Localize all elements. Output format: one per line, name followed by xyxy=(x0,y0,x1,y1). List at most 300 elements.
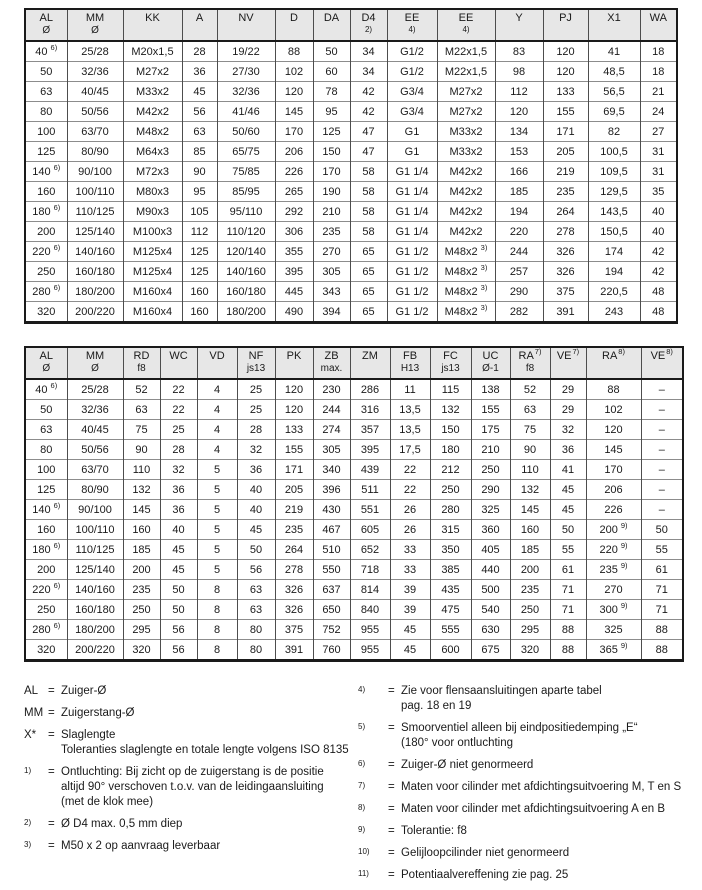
footnote-marker: 4) xyxy=(358,685,366,694)
table-cell: M80x3 xyxy=(123,182,182,202)
table-cell: 63 xyxy=(182,122,217,142)
table-cell: 140 $^{6)}$ xyxy=(25,162,67,182)
footnote-text: Zuiger-Ø xyxy=(61,685,107,697)
table-cell: 45 xyxy=(237,520,275,540)
column-header: EE 4) xyxy=(437,9,495,41)
table-cell: 325 xyxy=(471,500,510,520)
table-cell: 25/28 xyxy=(67,379,123,400)
footnote-item xyxy=(24,765,358,810)
table-cell: 500 xyxy=(471,580,510,600)
table-cell: 445 xyxy=(275,282,313,302)
table-cell: G1 1/4 xyxy=(387,162,437,182)
table-cell: 235 xyxy=(543,182,588,202)
table-cell: 385 xyxy=(430,560,471,580)
table-cell: 88 xyxy=(641,620,683,640)
table-cell: 220 $^{6)}$ xyxy=(25,242,67,262)
table-cell: 61 xyxy=(550,560,586,580)
table-cell: 650 xyxy=(313,600,350,620)
footnote-marker: 11) xyxy=(358,869,369,878)
table-cell: 27/30 xyxy=(217,62,275,82)
table-cell: 47 xyxy=(350,122,387,142)
table-cell: 145 xyxy=(275,102,313,122)
table-cell: 50 xyxy=(313,41,350,62)
table-cell: 56 xyxy=(160,640,197,661)
table-cell: 226 xyxy=(586,500,641,520)
table-cell: M48x2 $^{3)}$ xyxy=(437,302,495,323)
column-header: FB H13 xyxy=(390,347,430,379)
table-cell: 280 $^{6)}$ xyxy=(25,282,67,302)
table-cell: 40 xyxy=(640,202,677,222)
table-cell: 752 xyxy=(313,620,350,640)
table-cell: 305 xyxy=(313,262,350,282)
footnote-text: Maten voor cilinder met afdichtingsuitvoering A en B xyxy=(401,803,666,815)
table-cell: 85/95 xyxy=(217,182,275,202)
table-cell: 343 xyxy=(313,282,350,302)
table-cell: 71 xyxy=(641,600,683,620)
table-cell: 180/200 xyxy=(67,282,123,302)
table-cell: G1 1/2 xyxy=(387,242,437,262)
table-cell: 160 xyxy=(25,182,67,202)
table-cell: 637 xyxy=(313,580,350,600)
table-cell: 33 xyxy=(390,540,430,560)
table-cell: 405 xyxy=(471,540,510,560)
table-cell: 5 xyxy=(197,500,237,520)
table-cell: 48,5 xyxy=(588,62,640,82)
table-cell: 125 xyxy=(25,142,67,162)
footnote-text: Smoorventiel alleen bij eindpositiedemping „E“ (180° voor ontluchting xyxy=(401,722,638,749)
table-cell: 42 xyxy=(640,242,677,262)
table-cell: 205 xyxy=(543,142,588,162)
table-cell: 48 xyxy=(640,302,677,323)
table-cell: 125 xyxy=(182,242,217,262)
table-cell: 292 xyxy=(275,202,313,222)
table-cell: 120 xyxy=(543,41,588,62)
column-header: RD f8 xyxy=(123,347,160,379)
table-row xyxy=(25,640,683,661)
table-cell: 21 xyxy=(640,82,677,102)
footnote-marker: 1) xyxy=(24,766,32,775)
table-cell: 45 xyxy=(160,560,197,580)
table-cell: 36 xyxy=(160,500,197,520)
table-cell: 32/36 xyxy=(67,400,123,420)
header-row xyxy=(25,9,677,41)
table-cell: 83 xyxy=(495,41,543,62)
table-cell: 50/60 xyxy=(217,122,275,142)
table-cell: 630 xyxy=(471,620,510,640)
column-header: KK xyxy=(123,9,182,41)
table-cell: 220,5 xyxy=(588,282,640,302)
table-cell: 675 xyxy=(471,640,510,661)
table-row xyxy=(25,500,683,520)
table-cell: 25 xyxy=(160,420,197,440)
table-cell: M48x2 xyxy=(123,122,182,142)
table-cell: 840 xyxy=(350,600,390,620)
table-cell: 95 xyxy=(182,182,217,202)
table-cell: 36 xyxy=(160,480,197,500)
table-cell: 395 xyxy=(350,440,390,460)
table-cell: 143,5 xyxy=(588,202,640,222)
footnote-item xyxy=(358,868,684,883)
table-cell: 58 xyxy=(350,162,387,182)
table-cell: 155 xyxy=(543,102,588,122)
table-cell: 467 xyxy=(313,520,350,540)
footnotes-column-right xyxy=(358,684,684,890)
footnotes-section xyxy=(24,684,684,890)
table-cell: 52 xyxy=(510,379,550,400)
table-cell: M64x3 xyxy=(123,142,182,162)
table-cell: 350 xyxy=(430,540,471,560)
table-row xyxy=(25,302,677,323)
table-cell: 355 xyxy=(275,242,313,262)
table-cell: 48 xyxy=(640,282,677,302)
table-cell: 220 $^{6)}$ xyxy=(25,580,67,600)
table-cell: 112 xyxy=(495,82,543,102)
table-cell: 555 xyxy=(430,620,471,640)
table-cell: M125x4 xyxy=(123,242,182,262)
footnote-text: Zuiger-Ø niet genormeerd xyxy=(401,759,534,771)
table-cell: 112 xyxy=(182,222,217,242)
table-cell: 40/45 xyxy=(67,82,123,102)
column-header: VE$^{8)}$ xyxy=(641,347,683,379)
table-cell: 220 $^{9)}$ xyxy=(586,540,641,560)
table-cell: 718 xyxy=(350,560,390,580)
table-cell: G1 1/2 xyxy=(387,282,437,302)
table-cell: 138 xyxy=(471,379,510,400)
table-cell: 63/70 xyxy=(67,122,123,142)
table-cell: 316 xyxy=(350,400,390,420)
table-cell: 5 xyxy=(197,520,237,540)
table-cell: 160 xyxy=(182,302,217,323)
table-cell: 40 xyxy=(160,520,197,540)
table-cell: 63/70 xyxy=(67,460,123,480)
table-cell: 11 xyxy=(390,379,430,400)
table-cell: 25 xyxy=(237,379,275,400)
table-cell: 109,5 xyxy=(588,162,640,182)
footnote-text: Potentiaalvereffening zie pag. 25 xyxy=(401,869,569,881)
table-cell: 295 xyxy=(510,620,550,640)
table-cell: M90x3 xyxy=(123,202,182,222)
table-cell: 13,5 xyxy=(390,400,430,420)
table-cell: 22 xyxy=(160,379,197,400)
table-cell: 190 xyxy=(313,182,350,202)
table-cell: 50/56 xyxy=(67,440,123,460)
table-cell: 286 xyxy=(350,379,390,400)
table-cell: 5 xyxy=(197,560,237,580)
table-cell: 200 xyxy=(25,222,67,242)
table-cell: 19/22 xyxy=(217,41,275,62)
table-cell: – xyxy=(641,379,683,400)
footnote-text: Gelijloopcilinder niet genormeerd xyxy=(401,847,570,859)
table-cell: 133 xyxy=(543,82,588,102)
table-cell: 8 xyxy=(197,580,237,600)
column-header: Y xyxy=(495,9,543,41)
table-cell: 45 xyxy=(550,500,586,520)
table-cell: 290 xyxy=(471,480,510,500)
table-cell: – xyxy=(641,420,683,440)
table-row xyxy=(25,82,677,102)
table-cell: 32 xyxy=(550,420,586,440)
column-header: NV xyxy=(217,9,275,41)
table-cell: 50/56 xyxy=(67,102,123,122)
table-cell: 56 xyxy=(182,102,217,122)
table-cell: G1/2 xyxy=(387,62,437,82)
table-cell: 175 xyxy=(471,420,510,440)
table-cell: 80/90 xyxy=(67,142,123,162)
table-cell: 250 xyxy=(471,460,510,480)
table-row xyxy=(25,202,677,222)
table-cell: 194 xyxy=(588,262,640,282)
table-cell: 45 xyxy=(390,640,430,661)
table-cell: 235 $^{9)}$ xyxy=(586,560,641,580)
footnote-item xyxy=(358,824,684,839)
table-cell: 180/200 xyxy=(67,620,123,640)
footnote-item xyxy=(358,758,684,773)
table-cell: 110 xyxy=(123,460,160,480)
table-cell: M125x4 xyxy=(123,262,182,282)
table-row xyxy=(25,379,683,400)
table-cell: 150 xyxy=(313,142,350,162)
table-cell: 69,5 xyxy=(588,102,640,122)
column-header: NF js13 xyxy=(237,347,275,379)
table-cell: 170 xyxy=(313,162,350,182)
table-cell: M42x2 xyxy=(437,182,495,202)
table-cell: 250 xyxy=(123,600,160,620)
table-cell: 235 xyxy=(510,580,550,600)
table-cell: M20x1,5 xyxy=(123,41,182,62)
cylinder-dimensions-table-upper xyxy=(24,8,678,324)
table-cell: 395 xyxy=(275,262,313,282)
table-cell: – xyxy=(641,400,683,420)
table-cell: 396 xyxy=(313,480,350,500)
table-cell: M100x3 xyxy=(123,222,182,242)
table-cell: 88 xyxy=(550,620,586,640)
table-cell: – xyxy=(641,460,683,480)
table-row xyxy=(25,400,683,420)
table-cell: 243 xyxy=(588,302,640,323)
table-cell: 185 xyxy=(495,182,543,202)
column-header: VE$^{7)}$ xyxy=(550,347,586,379)
column-header: D4 2) xyxy=(350,9,387,41)
table-cell: 26 xyxy=(390,520,430,540)
footnote-item xyxy=(358,846,684,861)
table-cell: 39 xyxy=(390,580,430,600)
table-cell: 63 xyxy=(25,420,67,440)
table-cell: 205 xyxy=(275,480,313,500)
table-cell: 120 xyxy=(275,379,313,400)
table-row xyxy=(25,620,683,640)
table-cell: 32/36 xyxy=(217,82,275,102)
table-cell: 435 xyxy=(430,580,471,600)
table-row xyxy=(25,62,677,82)
table-cell: 200 xyxy=(123,560,160,580)
table-cell: 80/90 xyxy=(67,480,123,500)
table-cell: 100/110 xyxy=(67,182,123,202)
table-cell: 955 xyxy=(350,620,390,640)
footnote-marker: 8) xyxy=(358,803,366,812)
table-cell: 33 xyxy=(390,560,430,580)
table-cell: 160 xyxy=(510,520,550,540)
table-cell: 326 xyxy=(275,600,313,620)
table-cell: 145 xyxy=(123,500,160,520)
table-cell: 185 xyxy=(123,540,160,560)
table-cell: 250 xyxy=(510,600,550,620)
table-cell: 235 xyxy=(275,520,313,540)
table-cell: 90 xyxy=(510,440,550,460)
table-cell: M42x2 xyxy=(437,222,495,242)
table-cell: 120/140 xyxy=(217,242,275,262)
column-header: WC xyxy=(160,347,197,379)
table-cell: 32/36 xyxy=(67,62,123,82)
table-cell: 27 xyxy=(640,122,677,142)
table-cell: 511 xyxy=(350,480,390,500)
table-cell: 4 xyxy=(197,379,237,400)
table-cell: 605 xyxy=(350,520,390,540)
table-cell: M33x2 xyxy=(123,82,182,102)
table-cell: 88 xyxy=(641,640,683,661)
table-cell: 8 xyxy=(197,640,237,661)
table-cell: 955 xyxy=(350,640,390,661)
footnote-equals-sign: = xyxy=(48,707,55,719)
footnote-item xyxy=(24,684,358,699)
table-cell: 29 xyxy=(550,400,586,420)
table-cell: 305 xyxy=(313,440,350,460)
column-header: VD xyxy=(197,347,237,379)
table-cell: 40/45 xyxy=(67,420,123,440)
table-cell: 75 xyxy=(510,420,550,440)
table-cell: 250 xyxy=(25,262,67,282)
table-cell: 35 xyxy=(640,182,677,202)
column-header: UC Ø-1 xyxy=(471,347,510,379)
footnote-text: Ø D4 max. 0,5 mm diep xyxy=(61,818,183,830)
table-cell: 180/200 xyxy=(217,302,275,323)
footnote-equals-sign: = xyxy=(48,818,55,830)
table-row xyxy=(25,560,683,580)
table-cell: 160 xyxy=(25,520,67,540)
table-cell: 5 xyxy=(197,480,237,500)
table-cell: G3/4 xyxy=(387,82,437,102)
table-cell: 25/28 xyxy=(67,41,123,62)
table-cell: 65 xyxy=(350,262,387,282)
table-cell: 50 xyxy=(25,400,67,420)
table-cell: 200 $^{9)}$ xyxy=(586,520,641,540)
footnote-item xyxy=(24,839,358,854)
table-cell: 52 xyxy=(123,379,160,400)
table-cell: 55 xyxy=(641,540,683,560)
table-row xyxy=(25,440,683,460)
table-cell: 206 xyxy=(275,142,313,162)
table-cell: 50 xyxy=(160,580,197,600)
table-cell: 160 xyxy=(123,520,160,540)
table-cell: 80 xyxy=(237,620,275,640)
table-cell: 210 xyxy=(313,202,350,222)
column-header: RA$^{7)}$ f8 xyxy=(510,347,550,379)
table-cell: 34 xyxy=(350,62,387,82)
table-cell: M33x2 xyxy=(437,122,495,142)
table-cell: 439 xyxy=(350,460,390,480)
footnote-equals-sign: = xyxy=(388,685,395,697)
table-cell: 320 xyxy=(123,640,160,661)
table-cell: 155 xyxy=(275,440,313,460)
table-row xyxy=(25,520,683,540)
table-cell: 315 xyxy=(430,520,471,540)
table-cell: 150,5 xyxy=(588,222,640,242)
footnote-equals-sign: = xyxy=(48,685,55,697)
table-cell: 50 xyxy=(550,520,586,540)
table-row xyxy=(25,122,677,142)
table-cell: 652 xyxy=(350,540,390,560)
table-cell: 125/140 xyxy=(67,222,123,242)
table-cell: 75 xyxy=(123,420,160,440)
table-cell: 17,5 xyxy=(390,440,430,460)
table-cell: 145 xyxy=(510,500,550,520)
table-row xyxy=(25,182,677,202)
table-cell: M42x2 xyxy=(437,202,495,222)
table-cell: 120 xyxy=(275,82,313,102)
header-row xyxy=(25,347,683,379)
table-cell: 18 xyxy=(640,62,677,82)
table-cell: M27x2 xyxy=(123,62,182,82)
table-cell: 280 $^{6)}$ xyxy=(25,620,67,640)
table-cell: 160/180 xyxy=(217,282,275,302)
table-cell: 82 xyxy=(588,122,640,142)
table-cell: 4 xyxy=(197,420,237,440)
table-cell: 41/46 xyxy=(217,102,275,122)
table-cell: 200 xyxy=(510,560,550,580)
footnote-item xyxy=(24,706,358,721)
table-cell: – xyxy=(641,440,683,460)
footnote-equals-sign: = xyxy=(388,759,395,771)
table-cell: – xyxy=(641,500,683,520)
table-cell: 150 xyxy=(430,420,471,440)
table-cell: 40 xyxy=(237,480,275,500)
table-cell: G1 1/2 xyxy=(387,302,437,323)
table-cell: 25 xyxy=(237,400,275,420)
footnote-equals-sign: = xyxy=(48,766,55,778)
table-cell: 88 xyxy=(275,41,313,62)
table-cell: 440 xyxy=(471,560,510,580)
table-cell: 98 xyxy=(495,62,543,82)
footnote-text: Zie voor flensaansluitingen aparte tabel pag. 18 en 19 xyxy=(401,685,602,712)
table-cell: M160x4 xyxy=(123,302,182,323)
table-cell: 206 xyxy=(586,480,641,500)
table-cell: 28 xyxy=(237,420,275,440)
footnote-text: Maten voor cilinder met afdichtingsuitvoering M, T en S xyxy=(401,781,682,793)
footnote-text: M50 x 2 op aanvraag leverbaar xyxy=(61,840,221,852)
table-row xyxy=(25,162,677,182)
footnote-text: Ontluchting: Bij zicht op de zuigerstang is de positie altijd 90° verschoven t.o.v. van de leidingaansluiting (met de klok mee) xyxy=(61,766,324,808)
table-cell: 31 xyxy=(640,162,677,182)
table-cell: 78 xyxy=(313,82,350,102)
column-header: A xyxy=(182,9,217,41)
table-row xyxy=(25,540,683,560)
table-cell: 56 xyxy=(160,620,197,640)
table-cell: 45 xyxy=(182,82,217,102)
table-row xyxy=(25,460,683,480)
table-cell: 257 xyxy=(495,262,543,282)
table-cell: 125/140 xyxy=(67,560,123,580)
table-cell: 326 xyxy=(543,242,588,262)
table-cell: 8 xyxy=(197,620,237,640)
column-header: RA$^{8)}$ xyxy=(586,347,641,379)
table-cell: 13,5 xyxy=(390,420,430,440)
table-cell: 430 xyxy=(313,500,350,520)
table-cell: 28 xyxy=(182,41,217,62)
table-cell: 80 xyxy=(237,640,275,661)
table-cell: G1 xyxy=(387,142,437,162)
table-cell: 120 xyxy=(586,420,641,440)
cylinder-dimensions-table-lower xyxy=(24,346,684,662)
table-cell: 102 xyxy=(586,400,641,420)
